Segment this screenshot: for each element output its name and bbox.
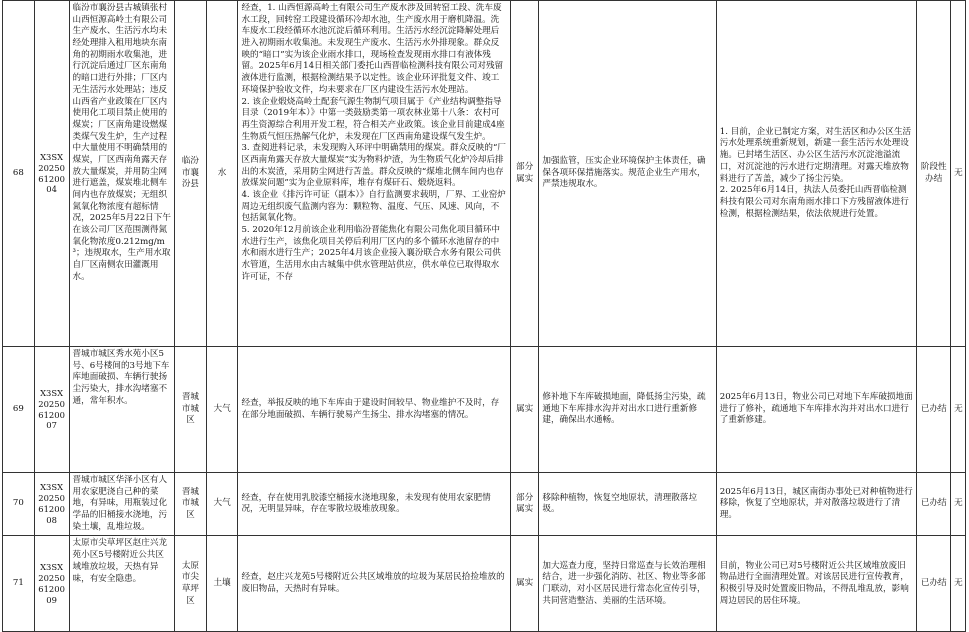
accountability: 无 [951,347,966,473]
rectification-measures: 移除种植物，恢复空地原状，清理散落垃圾。 [539,473,716,536]
accountability: 无 [951,536,966,632]
accountability: 无 [951,1,966,347]
rectification-measures: 加大巡查力度，坚持日常巡查与长效治理相结合，进一步强化消防、社区、物业等多部门联动，对小区居民进行常态化宣传引导，共同营造整洁、美丽的生活环境。 [539,536,716,632]
verdict: 属实 [510,347,539,473]
region: 太原市尖草坪区 [175,536,207,632]
region: 晋城市城区 [175,473,207,536]
finding-paragraph: 4. 该企业《排污许可证（副本）》自行监测要求载明，厂界、工业窑炉周边无组织废气监测内容为：颗粒物、温度、气压、风速、风向，不包括氮氧化物。 [241,190,506,224]
table-row [3,1,966,347]
accountability: 无 [951,473,966,536]
investigation-findings [238,1,510,347]
complaint-content: 临汾市襄汾县古城镇张村山西恒源高岭土有限公司生产废水、生活污水均未经处理排入租用地块东南角的初期雨水收集池，进行沉淀后通过厂区东南角的暗口进行外排；厂区内无生活污水处理站；违反山西省产业政策在厂区内使用化工项目禁止使用的煤炭；厂区南角建设燃煤类煤气发生炉，生产过程中大量使用不明确禁用的煤炭，厂区西南角露天存放大量煤炭，并用防尘网进行遮盖，煤炭堆北侧车间内也存放煤炭；无组织氮氧化物浓度有超标情况，2025年5月22日下午在该公司厂区范围测得氮氧化物浓度0.212mg/m³；违规取水，生产用水取自厂区南侧农田灌溉用水。 [69,1,175,347]
rectification-progress: 目前，物业公司已对5号楼附近公共区域堆放废旧物品进行全面清理处置。对该居民进行宣传教育，积极引导及时处置废旧物品，不得乱堆乱放，影响周边居民的居住环境。 [716,536,917,632]
verdict: 属实 [510,536,539,632]
completion-status: 已办结 [917,473,951,536]
completion-status: 阶段性办结 [917,1,951,347]
finding-paragraph: 经查，举报反映的地下车库由于建设时间较早、物业维护不及时，存在部分地面破损、车辆行驶易产生扬尘、排水沟堵塞的情况。 [241,397,500,420]
investigation-findings [238,347,510,473]
petition-table [2,0,966,632]
verdict: 部分属实 [510,1,539,347]
case-code: X3SX202506120008 [34,473,69,536]
complaint-content: 晋城市城区秀水苑小区5号、6号楼间的3号地下车库地面破损、车辆行驶扬尘污染大，排水沟堵塞不通，常年积水。 [69,347,175,473]
rectification-progress: 1. 目前，企业已制定方案，对生活区和办公区生活污水处理系统重新规划，新建一套生活污水处理设施。已封堵生活区、办公区生活污水沉淀池溢流口，对沉淀池的污水进行定期清理。对露天堆放物料进行了苫盖，减少了扬尘污染。 2. 2025年6月14日，执法人员委托山西晋临检测科技有限公司对东南角雨水排口下方残留液体进行检测，根据检测结果，依法依规进行处置。 [716,1,917,347]
row-number: 69 [3,347,35,473]
pollution-type: 水 [206,1,238,347]
row-number: 68 [3,1,35,347]
pollution-type: 土壤 [206,536,238,632]
table-row [3,473,966,536]
table-row [3,347,966,473]
pollution-type: 大气 [206,473,238,536]
rectification-measures: 修补地下车库破损地面，降低扬尘污染，疏通地下车库排水沟并对出水口进行重新修建，确保出水通畅。 [539,347,716,473]
region: 临汾市襄汾县 [175,1,207,347]
case-code: X3SX202506120007 [34,347,69,473]
investigation-findings [238,473,510,536]
row-number: 70 [3,473,35,536]
table-row [3,536,966,632]
finding-paragraph: 3. 查阅进料记录，未发现购入环评中明确禁用的煤炭。群众反映的“厂区西南角露天存放大量煤炭”实为物料炉渣，为生物质气化炉冷却后排出的木炭渣，采用防尘网进行苫盖。群众反映的“煤堆北侧车间内也存放煤炭问题”实为企业原料库，堆存有煤矸石、煅烧返料。 [241,143,506,189]
pollution-type: 大气 [206,347,238,473]
row-number: 71 [3,536,35,632]
finding-paragraph: 2. 该企业煅烧高岭土配套气源生物制气项目属于《产业结构调整指导目录（2019年本）》中第一类鼓励类第一项农林业第十八条：农村可再生资源综合利用开发工程，符合相关产业政策。该企业目前建成4座生物质气恒压热解气化炉，未发现在厂区西南角建设煤气发生炉。 [241,96,505,142]
completion-status: 已办结 [917,536,951,632]
complaint-content: 太原市尖草坪区赵庄兴龙苑小区5号楼附近公共区域堆放垃圾，天热有异味，有安全隐患。 [69,536,175,632]
finding-paragraph: 5. 2020年12月前该企业利用临汾晋能焦化有限公司焦化项目循环中水进行生产，该焦化项目关停后利用厂区内的多个循环水池留存的中水和雨水进行生产；2025年4月该企业接入襄汾联合水务有限公司供水管道，生活用水由古城集中供水管理站供应，供水单位已取得取水许可证，不存 [241,225,501,282]
finding-paragraph: 经查，存在使用乳胶漆空桶接水浇地现象，未发现有使用农家肥情况，无明显异味，存在零散垃圾堆放现象。 [241,492,491,515]
rectification-progress: 2025年6月13日，物业公司已对地下车库破损地面进行了修补，疏通地下车库排水沟并对出水口进行了重新修建。 [716,347,917,473]
complaint-content: 晋城市城区华泽小区有人用农家肥浇自己种的菜地，有异味，用瓶装过化学品的旧桶接水浇地，污染土壤，乱堆垃圾。 [69,473,175,536]
completion-status: 已办结 [917,347,951,473]
rectification-progress: 2025年6月13日，城区南街办事处已对种植物进行移除，恢复了空地原状，并对散落垃圾进行了清理。 [716,473,917,536]
verdict: 部分属实 [510,473,539,536]
rectification-measures: 加强监管，压实企业环境保护主体责任，确保各项环保措施落实。规范企业生产用水，严禁违规取水。 [539,1,716,347]
region: 晋城市城区 [175,347,207,473]
finding-paragraph: 经查，赵庄兴龙苑5号楼附近公共区域堆放的垃圾为某居民拾捡堆放的废旧物品，天热时有异味。 [241,572,505,594]
investigation-findings [238,536,510,632]
case-code: X3SX202506120009 [34,536,69,632]
finding-paragraph: 经查，1. 山西恒源高岭土有限公司生产废水涉及回转窑工段、洗车废水工段，回转窑工段建设循环冷却水池，生产废水用于磨机降温。洗车废水工段经循环水池沉淀后循环利用。生活污水经沉淀降解处理后进入初期雨水收集池。未发现生产废水、生活污水外排现象。群众反映的“暗口”实为该企业雨水排口，现场检查发现雨水排口有液体残留。2025年6月14日相关部门委托山西晋临检测科技有限公司对残留液体进行监测，根据检测结果予以定性。该企业环评批复文件、竣工环境保护验收文件，均未要求在厂区内建设生活污水处理站。 [241,3,504,95]
case-code: X3SX202506120004 [34,1,69,347]
